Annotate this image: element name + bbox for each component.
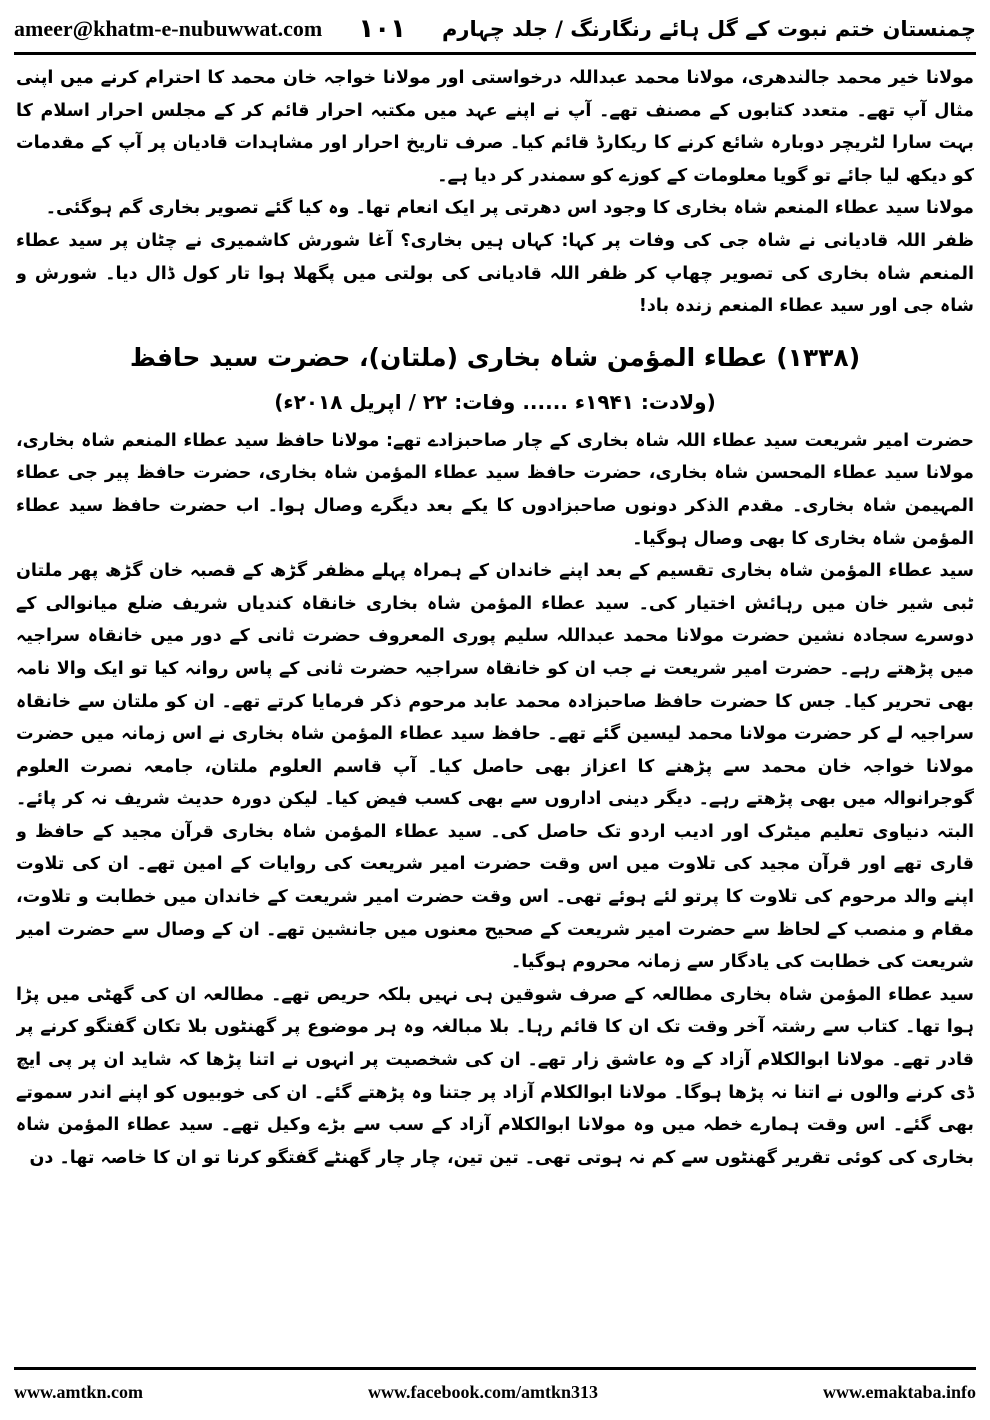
page-header xyxy=(14,6,976,55)
page-footer xyxy=(14,1367,976,1414)
footer-link-amtkn[interactable]: www.amtkn.com xyxy=(14,1381,143,1402)
section-dates: (ولادت: ۱۹۴۱ء ...... وفات: ۲۲ / اپریل ۲۰۱۸ء) xyxy=(274,389,716,414)
book-title: چمنستان ختم نبوت کے گل ہائے رنگارنگ / جلد چہارم xyxy=(442,17,976,41)
paragraph: سید عطاء المؤمن شاہ بخاری تقسیم کے بعد اپنے خاندان کے ہمراہ پہلے مظفر گڑھ کے قصبہ خان گڑھ پھر ملتان ٹبی شیر خان میں رہائش اختیار کی۔ سید عطاء المؤمن شاہ بخاری خانقاہ کندیاں شریف ضلع میانوالی کے دوسرے سجادہ نشین حضرت مولانا محمد عبداللہ سلیم پوری المعروف حضرت ثانی کے دور میں خانقاہ سراجیہ میں پڑھتے رہے۔ حضرت امیر شریعت نے جب ان کو خانقاہ سراجیہ حضرت ثانی کے پاس روانہ کیا تو ایک والا نامہ بھی تحریر کیا۔ جس کا حضرت حافظ صاحبزادہ محمد عابد مرحوم ذکر فرمایا کرتے تھے۔ ان کو ملتان سے خانقاہ سراجیہ لے کر حضرت مولانا محمد لیسین گئے تھے۔ حافظ سید عطاء المؤمن شاہ بخاری نے اس زمانہ میں حضرت مولانا خواجہ خان محمد سے پڑھنے کا اعزاز بھی حاصل کیا۔ آپ قاسم العلوم ملتان، جامعہ نصرت العلوم گوجرانوالہ میں بھی پڑھتے رہے۔ دیگر دینی اداروں سے بھی کسب فیض کیا۔ لیکن دورہ حدیث شریف نہ کر پائے۔ البتہ دنیاوی تعلیم میٹرک اور ادیب اردو تک حاصل کی۔ سید عطاء المؤمن شاہ بخاری قرآن مجید کے حافظ و قاری تھے اور قرآن مجید کی تلاوت میں اس وقت حضرت امیر شریعت کی روایات کے امین تھے۔ ان کی تلاوت اپنے والد مرحوم کی تلاوت کا پرتو لئے ہوئے تھی۔ اس وقت حضرت امیر شریعت کے خاندان میں خطابت و تلاوت، مقام و منصب کے لحاظ سے حضرت امیر شریعت کے صحیح معنوں میں جانشین تھے۔ ان کے وصال سے حضرت امیر شریعت کی خطابت کی یادگار سے زمانہ محروم ہوگیا۔ xyxy=(16,561,974,973)
footer-link-emaktaba[interactable]: www.emaktaba.info xyxy=(822,1381,976,1402)
header-email[interactable]: ameer@khatm-e-nubuwwat.com xyxy=(14,16,323,41)
paragraph: ظفر اللہ قادیانی نے شاہ جی کی وفات پر کہا: کہاں ہیں بخاری؟ آغا شورش کاشمیری نے چٹان پر سید عطاء المنعم شاہ بخاری کی تصویر چھاپ کر ظفر اللہ قادیانی کی بولتی میں پگھلا ہوا تار کول ڈال دیا۔ شورش و شاہ جی اور سید عطاء المنعم زندہ باد! xyxy=(16,230,974,317)
footer-link-facebook[interactable]: www.facebook.com/amtkn313 xyxy=(367,1381,598,1402)
page-body xyxy=(16,62,974,1362)
page-number: ۱۰۱ xyxy=(358,14,406,44)
paragraph: سید عطاء المؤمن شاہ بخاری مطالعہ کے صرف شوقین ہی نہیں بلکہ حریص تھے۔ مطالعہ ان کی گھٹی میں پڑا ہوا تھا۔ کتاب سے رشتہ آخر وقت تک ان کا قائم رہا۔ بلا مبالغہ وہ ہر موضوع پر گھنٹوں بلا تکان گفتگو کرنے پر قادر تھے۔ مولانا ابوالکلام آزاد کے وہ عاشق زار تھے۔ ان کی شخصیت پر انہوں نے اتنا پڑھا کہ شاید ان پر پی ایچ ڈی کرنے والوں نے اتنا نہ پڑھا ہوگا۔ مولانا ابوالکلام آزاد پر جتنا وہ پڑھتے گئے۔ ان کی خوبیوں کو اپنے اندر سموتے بھی گئے۔ اس وقت ہمارے خطہ میں وہ مولانا ابوالکلام آزاد کے سب سے بڑے وکیل تھے۔ سید عطاء المؤمن شاہ بخاری کی کوئی تقریر گھنٹوں سے کم نہ ہوتی تھی۔ تین تین، چار چار گھنٹے گفتگو کرنا تو ان کا خاصہ تھا۔ دن xyxy=(16,984,974,1168)
paragraph: مولانا خیر محمد جالندھری، مولانا محمد عبداللہ درخواستی اور مولانا خواجہ خان محمد کا احترام کرنے میں اپنی مثال آپ تھے۔ متعدد کتابوں کے مصنف تھے۔ آپ نے اپنے عہد میں مکتبہ احرار قائم کر کے مجلس احرار اسلام کا بہت سارا لٹریچر دوبارہ شائع کرنے کا ریکارڈ قائم کیا۔ صرف تاریخ احرار اور مشاہدات قادیان پر آپ کے مقدمات کو دیکھ لیا جائے تو گویا معلومات کے کوزے کو سمندر کر دیا ہے۔ xyxy=(16,68,974,186)
paragraph: حضرت امیر شریعت سید عطاء اللہ شاہ بخاری کے چار صاحبزادے تھے: مولانا حافظ سید عطاء المنعم شاہ بخاری، مولانا سید عطاء المحسن شاہ بخاری، حضرت حافظ سید عطاء المؤمن شاہ بخاری، حضرت حافظ پیر جی عطاء المہیمن شاہ بخاری۔ مقدم الذکر دونوں صاحبزادوں کا یکے بعد دیگرے وصال ہوا۔ اب حضرت حافظ سید عطاء المؤمن شاہ بخاری کا بھی وصال ہوگیا۔ xyxy=(16,430,974,549)
paragraph: مولانا سید عطاء المنعم شاہ بخاری کا وجود اس دھرتی پر ایک انعام تھا۔ وہ کیا گئے تصویر بخاری گم ہوگئی۔ xyxy=(45,198,974,219)
section-heading: (۱۳۳۸) عطاء المؤمن شاہ بخاری (ملتان)، حضرت سید حافظ xyxy=(129,342,861,372)
